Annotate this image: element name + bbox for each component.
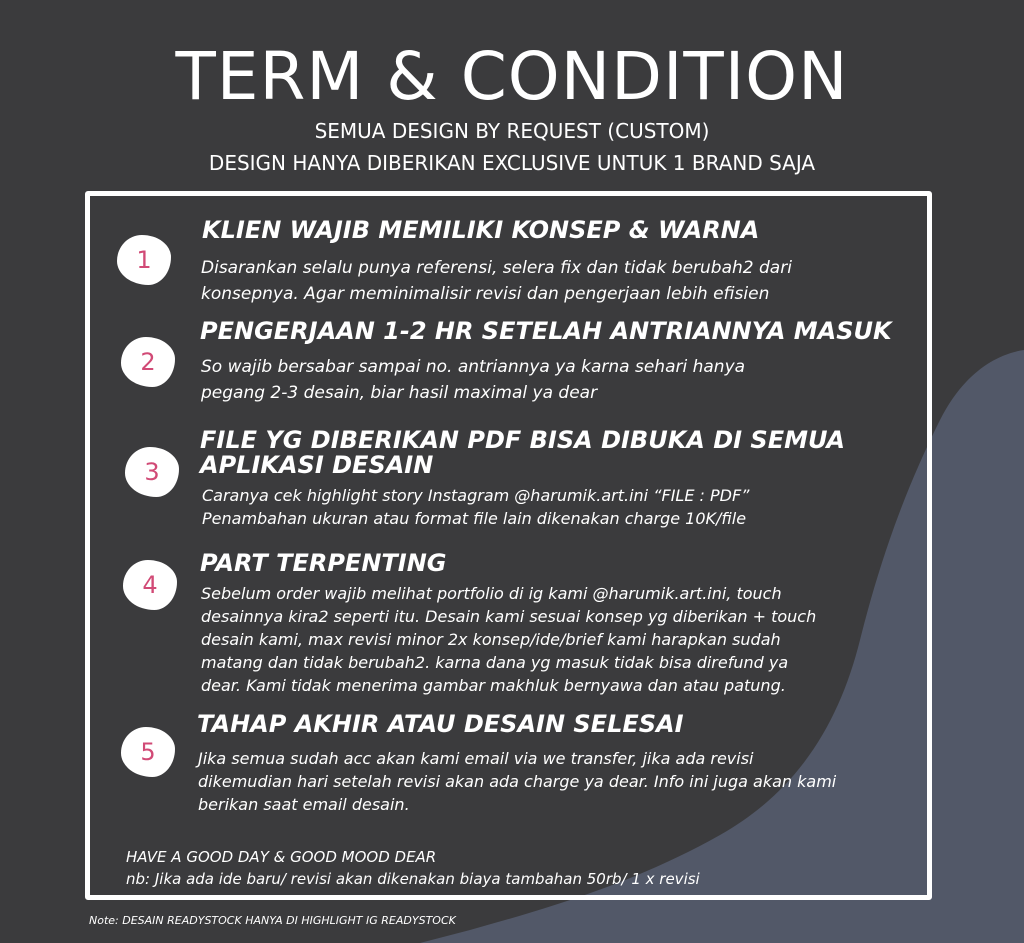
subtitle-custom-design: SEMUA DESIGN BY REQUEST (CUSTOM) bbox=[314, 119, 710, 143]
term-desc-line: berikan saat email desain. bbox=[198, 795, 410, 814]
term-heading-3 bbox=[200, 428, 845, 478]
term-desc-4 bbox=[201, 582, 816, 697]
term-desc-line: pegang 2-3 desain, biar hasil maximal ya dear bbox=[201, 383, 598, 403]
readystock-footnote: Note: DESAIN READYSTOCK HANYA DI HIGHLIGHT IG READYSTOCK bbox=[89, 914, 456, 927]
term-desc-line: matang dan tidak berubah2. karna dana yg masuk tidak bisa direfund ya bbox=[201, 653, 789, 672]
term-desc-line: Sebelum order wajib melihat portfolio di ig kami @harumik.art.ini, touch bbox=[201, 584, 782, 603]
term-heading-4 bbox=[200, 551, 447, 576]
term-heading-line: FILE YG DIBERIKAN PDF BISA DIBUKA DI SEMUA bbox=[200, 426, 845, 454]
number-badge-2: 2 bbox=[121, 337, 175, 387]
closing-revision-note: nb: Jika ada ide baru/ revisi akan dikenakan biaya tambahan 50rb/ 1 x revisi bbox=[126, 870, 700, 888]
term-desc-5 bbox=[198, 747, 836, 816]
number-badge-3: 3 bbox=[125, 447, 179, 497]
term-desc-line: desainnya kira2 seperti itu. Desain kami sesuai konsep yg diberikan + touch bbox=[201, 607, 817, 626]
term-heading-line: KLIEN WAJIB MEMILIKI KONSEP & WARNA bbox=[202, 216, 760, 244]
number-badge-5: 5 bbox=[121, 727, 175, 777]
term-heading-line: APLIKASI DESAIN bbox=[200, 451, 434, 479]
term-desc-line: desain kami, max revisi minor 2x konsep/ide/brief kami harapkan sudah bbox=[201, 630, 781, 649]
term-desc-2 bbox=[201, 354, 745, 406]
term-desc-line: konsepnya. Agar meminimalisir revisi dan pengerjaan lebih efisien bbox=[201, 284, 770, 304]
term-desc-line: Caranya cek highlight story Instagram @harumik.art.ini “FILE : PDF” bbox=[202, 486, 750, 505]
term-desc-line: dikemudian hari setelah revisi akan ada charge ya dear. Info ini juga akan kami bbox=[198, 772, 837, 791]
term-heading-5 bbox=[197, 712, 684, 737]
term-heading-2 bbox=[200, 319, 892, 344]
closing-note bbox=[126, 846, 700, 890]
page-title: TERM & CONDITION bbox=[175, 38, 849, 115]
term-heading-line: PART TERPENTING bbox=[200, 549, 447, 577]
term-desc-line: Disarankan selalu punya referensi, selera fix dan tidak berubah2 dari bbox=[201, 258, 792, 278]
term-heading-1 bbox=[202, 218, 759, 243]
closing-greeting: HAVE A GOOD DAY & GOOD MOOD DEAR bbox=[126, 848, 437, 866]
term-desc-line: Jika semua sudah acc akan kami email via we transfer, jika ada revisi bbox=[198, 749, 754, 768]
term-desc-line: dear. Kami tidak menerima gambar makhluk bernyawa dan atau patung. bbox=[201, 676, 786, 695]
term-heading-line: TAHAP AKHIR ATAU DESAIN SELESAI bbox=[197, 710, 684, 738]
term-desc-1 bbox=[201, 255, 792, 307]
number-badge-1: 1 bbox=[117, 235, 171, 285]
term-desc-line: Penambahan ukuran atau format file lain dikenakan charge 10K/file bbox=[202, 509, 747, 528]
term-desc-3 bbox=[202, 484, 749, 530]
term-desc-line: So wajib bersabar sampai no. antriannya ya karna sehari hanya bbox=[201, 357, 746, 377]
number-badge-4: 4 bbox=[123, 560, 177, 610]
subtitle-exclusive-brand: DESIGN HANYA DIBERIKAN EXCLUSIVE UNTUK 1 BRAND SAJA bbox=[208, 151, 816, 175]
term-heading-line: PENGERJAAN 1-2 HR SETELAH ANTRIANNYA MASUK bbox=[200, 317, 892, 345]
